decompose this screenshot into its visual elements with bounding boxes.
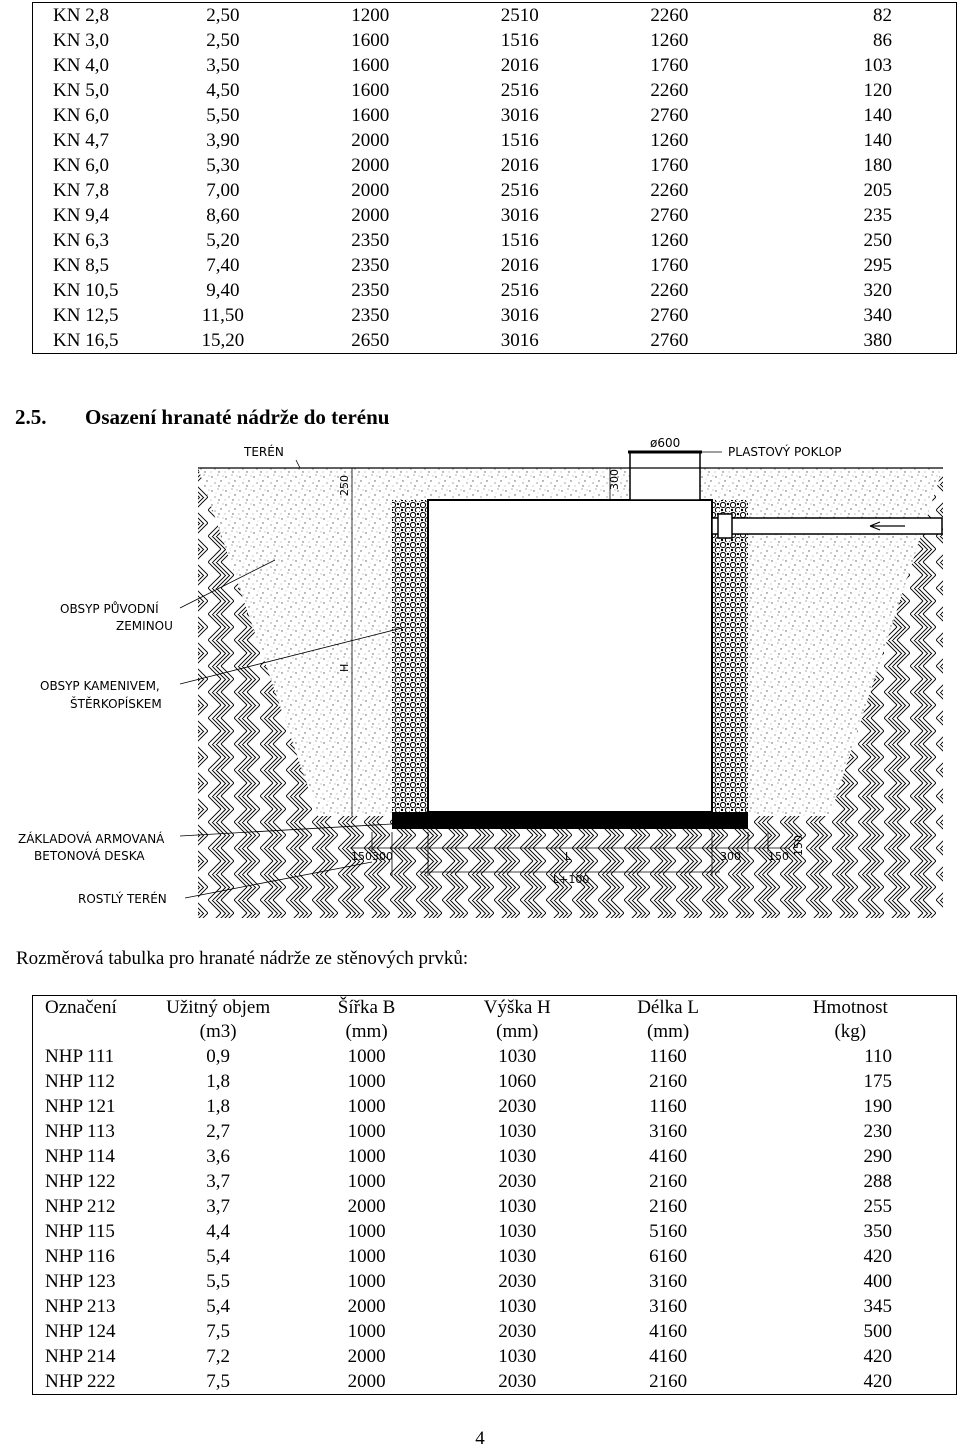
table-cell: 1516 (500, 130, 539, 151)
table-cell: 2760 (650, 105, 689, 126)
table-row (33, 153, 957, 178)
table-row (33, 1144, 957, 1169)
table-cell: 2160 (649, 1171, 688, 1192)
table-cell: 1030 (498, 1121, 537, 1142)
table-cell: KN 6,3 (53, 230, 109, 251)
table-cell: 2510 (500, 5, 539, 26)
table-cell: 1000 (347, 1121, 386, 1142)
table-cell: 2016 (500, 255, 539, 276)
label-backfill-gravel-1: OBSYP KAMENIVEM, (40, 679, 160, 693)
table-cell: 2260 (650, 280, 689, 301)
table-cell: 500 (863, 1321, 892, 1342)
table-cell: 1600 (351, 105, 390, 126)
table-cell: 3,50 (206, 55, 240, 76)
dim-300-right: 300 (720, 850, 741, 863)
table-cell: 140 (863, 105, 892, 126)
section-number: 2.5. (15, 405, 47, 429)
table-cell: 3016 (500, 205, 539, 226)
table-cell: 82 (873, 5, 892, 26)
table-cell: 2,50 (206, 30, 240, 51)
table-cell: 340 (863, 305, 892, 326)
table-cell: 2160 (649, 1071, 688, 1092)
table-cell: KN 10,5 (53, 280, 119, 301)
kn-table-body (33, 3, 957, 354)
table-cell: 345 (863, 1296, 892, 1317)
table-cell: 1600 (351, 30, 390, 51)
table-cell: KN 6,0 (53, 155, 109, 176)
table-cell: 3,7 (206, 1171, 230, 1192)
nhp-dimension-table (32, 995, 957, 1395)
table-cell: 250 (863, 230, 892, 251)
table-cell: KN 5,0 (53, 80, 109, 101)
riser (630, 452, 700, 500)
table-cell: KN 2,8 (53, 5, 109, 26)
table-cell: 2260 (650, 180, 689, 201)
table-cell: 1000 (347, 1271, 386, 1292)
table-cell: 1030 (498, 1296, 537, 1317)
table-cell: 5,5 (206, 1271, 230, 1292)
table-cell: 2000 (351, 205, 390, 226)
table-cell: NHP 214 (45, 1346, 116, 1367)
header-objem: Užitný objem (m3) (166, 997, 271, 1042)
concrete-base-slab (392, 812, 748, 829)
table-cell: NHP 222 (45, 1371, 116, 1392)
table-cell: 2350 (351, 305, 390, 326)
inlet-pipe (712, 518, 942, 534)
table-cell: 1260 (650, 230, 689, 251)
dim-150-side: 150 (792, 835, 805, 856)
label-backfill-gravel-2: ŠTĚRKOPÍSKEM (70, 697, 162, 711)
table-cell: 2260 (650, 5, 689, 26)
table-cell: NHP 213 (45, 1296, 116, 1317)
table-cell: 110 (864, 1046, 892, 1067)
label-teren: TERÉN (244, 445, 284, 459)
table-row (33, 1319, 957, 1344)
table-cell: 350 (863, 1221, 892, 1242)
nhp-table-body (33, 1044, 957, 1395)
table-cell: 2650 (351, 330, 390, 351)
table-cell: 2016 (500, 155, 539, 176)
table-cell: 140 (863, 130, 892, 151)
table-cell: 4160 (649, 1146, 688, 1167)
table-cell: 2260 (650, 80, 689, 101)
header-hmotnost: Hmotnost (kg) (812, 997, 888, 1042)
table-cell: KN 6,0 (53, 105, 109, 126)
table-cell: NHP 123 (45, 1271, 116, 1292)
section-title: Osazení hranaté nádrže do terénu (85, 405, 390, 429)
gravel-backfill-left (392, 500, 428, 816)
table-cell: 235 (863, 205, 892, 226)
table-cell: 1000 (347, 1171, 386, 1192)
table-cell: 1260 (650, 130, 689, 151)
table-cell: 4,50 (206, 80, 240, 101)
dim-250: 250 (338, 475, 351, 496)
table-cell: KN 9,4 (53, 205, 109, 226)
section-heading (15, 405, 389, 430)
table-cell: 3,90 (206, 130, 240, 151)
table-row (33, 103, 957, 128)
table-cell: 1030 (498, 1246, 537, 1267)
table-cell: 2000 (347, 1296, 386, 1317)
table-cell: 1260 (650, 30, 689, 51)
table-cell: 2030 (498, 1096, 537, 1117)
table-cell: 7,40 (206, 255, 240, 276)
table-cell: KN 4,7 (53, 130, 109, 151)
table-cell: NHP 115 (45, 1221, 115, 1242)
header-oznaceni: Označení (45, 997, 117, 1018)
table-cell: NHP 113 (45, 1121, 115, 1142)
table-cell: 2,7 (206, 1121, 230, 1142)
label-backfill-native-1: OBSYP PŮVODNÍ (60, 602, 159, 616)
table-cell: 3016 (500, 330, 539, 351)
header-delka: Délka L (mm) (637, 997, 699, 1042)
table-cell: 2,50 (206, 5, 240, 26)
label-backfill-native-2: ZEMINOU (116, 619, 173, 633)
table-cell: KN 7,8 (53, 180, 109, 201)
table-cell: 1000 (347, 1221, 386, 1242)
dim-l: L (565, 850, 572, 863)
table-cell: 1000 (347, 1146, 386, 1167)
table-cell: 1030 (498, 1221, 537, 1242)
table-cell: 5160 (649, 1221, 688, 1242)
table-cell: 3160 (649, 1296, 688, 1317)
table-cell: 9,40 (206, 280, 240, 301)
table-cell: 2160 (649, 1196, 688, 1217)
table-cell: 1760 (650, 255, 689, 276)
table-cell: 230 (863, 1121, 892, 1142)
table-cell: 2016 (500, 55, 539, 76)
table-cell: NHP 212 (45, 1196, 116, 1217)
table-cell: 1030 (498, 1346, 537, 1367)
table-cell: 1030 (498, 1046, 537, 1067)
table-cell: 1160 (649, 1046, 687, 1067)
table-cell: 2030 (498, 1171, 537, 1192)
table-cell: 255 (863, 1196, 892, 1217)
table-cell: 2000 (347, 1371, 386, 1392)
table-row (33, 53, 957, 78)
label-native-ground: ROSTLÝ TERÉN (78, 892, 167, 906)
dim-h: H (338, 663, 351, 672)
table-cell: NHP 112 (45, 1071, 115, 1092)
table-cell: 175 (863, 1071, 892, 1092)
table-cell: 1600 (351, 80, 390, 101)
table-cell: 2350 (351, 230, 390, 251)
table-cell: 15,20 (201, 330, 245, 351)
table-cell: 320 (863, 280, 892, 301)
table-cell: 1030 (498, 1196, 537, 1217)
dim-150-right: 150 (768, 850, 789, 863)
table-row (33, 1094, 957, 1119)
table-cell: 1030 (498, 1146, 537, 1167)
table-row (33, 303, 957, 328)
table-cell: 3160 (649, 1121, 688, 1142)
table-cell: 3,6 (206, 1146, 230, 1167)
table-cell: KN 16,5 (53, 330, 119, 351)
table-cell: 1000 (347, 1071, 386, 1092)
table-cell: 7,5 (206, 1371, 230, 1392)
table-cell: 2030 (498, 1321, 537, 1342)
table-row (33, 1069, 957, 1094)
table-cell: 7,2 (206, 1346, 230, 1367)
dim-150-left: 150 (351, 850, 372, 863)
table-cell: 5,4 (206, 1246, 230, 1267)
table-cell: 400 (863, 1271, 892, 1292)
table-row (33, 1194, 957, 1219)
table-cell: 2760 (650, 305, 689, 326)
table-cell: 8,60 (206, 205, 240, 226)
table-cell: 11,50 (201, 305, 244, 326)
table-cell: KN 12,5 (53, 305, 119, 326)
table-cell: 2000 (351, 155, 390, 176)
table-cell: 2030 (498, 1371, 537, 1392)
table-cell: 5,50 (206, 105, 240, 126)
table-cell: 2000 (351, 180, 390, 201)
table-cell: NHP 114 (45, 1146, 115, 1167)
table-cell: 1000 (347, 1246, 386, 1267)
table-cell: 2000 (351, 130, 390, 151)
table-cell: 7,5 (206, 1321, 230, 1342)
table-row (33, 1294, 957, 1319)
table-cell: 1760 (650, 55, 689, 76)
table-cell: 2000 (347, 1196, 386, 1217)
table-row (33, 1369, 957, 1395)
table-cell: 1200 (351, 5, 390, 26)
table-cell: 0,9 (206, 1046, 230, 1067)
table-cell: KN 8,5 (53, 255, 109, 276)
table-cell: 2516 (500, 80, 539, 101)
table-cell: NHP 121 (45, 1096, 116, 1117)
tank-body (428, 500, 712, 812)
table-cell: 4,4 (206, 1221, 230, 1242)
table-header-row (33, 996, 957, 1045)
table-row (33, 1244, 957, 1269)
table-row (33, 78, 957, 103)
table-cell: 288 (863, 1171, 892, 1192)
table-row (33, 253, 957, 278)
table-cell: KN 3,0 (53, 30, 109, 51)
table-cell: 1000 (347, 1046, 386, 1067)
header-sirka: Šířka B (mm) (337, 997, 396, 1042)
table-cell: 5,4 (206, 1296, 230, 1317)
table-cell: NHP 111 (45, 1046, 115, 1067)
table-cell: 290 (863, 1146, 892, 1167)
table-cell: 5,30 (206, 155, 240, 176)
table-row (33, 178, 957, 203)
page-number: 4 (475, 1428, 485, 1449)
table-row (33, 1344, 957, 1369)
table-cell: 86 (873, 30, 892, 51)
table-cell: 2516 (500, 180, 539, 201)
table-cell: 205 (863, 180, 892, 201)
table-cell: 2160 (649, 1371, 688, 1392)
header-vyska: Výška H (mm) (483, 997, 551, 1042)
table-cell: 420 (863, 1246, 892, 1267)
table-row (33, 1119, 957, 1144)
table-row (33, 228, 957, 253)
table-cell: 1000 (347, 1096, 386, 1117)
label-plastic-lid: PLASTOVÝ POKLOP (728, 445, 842, 459)
table-row (33, 128, 957, 153)
table-cell: 120 (863, 80, 892, 101)
table-cell: 2000 (347, 1346, 386, 1367)
table-cell: 295 (863, 255, 892, 276)
table-cell: 1516 (500, 230, 539, 251)
table-cell: 4160 (649, 1321, 688, 1342)
kn-dimension-table (32, 2, 957, 354)
table-cell: 420 (863, 1346, 892, 1367)
table-row (33, 3, 957, 29)
dim-l-plus-100: L+100 (553, 873, 590, 886)
table-cell: 5,20 (206, 230, 240, 251)
table-cell: 7,00 (206, 180, 240, 201)
table-cell: 3016 (500, 305, 539, 326)
table-cell: NHP 124 (45, 1321, 116, 1342)
dim-300-top: 300 (608, 469, 621, 490)
table-cell: 3160 (649, 1271, 688, 1292)
table-row (33, 1269, 957, 1294)
table-cell: 3016 (500, 105, 539, 126)
table-row (33, 28, 957, 53)
table-cell: 3,7 (206, 1196, 230, 1217)
table-cell: NHP 122 (45, 1171, 116, 1192)
table-cell: 1160 (649, 1096, 687, 1117)
table-row (33, 203, 957, 228)
table-row (33, 278, 957, 303)
dim-300-left: 300 (372, 850, 393, 863)
table-cell: 380 (863, 330, 892, 351)
table-cell: 1600 (351, 55, 390, 76)
table-cell: 180 (863, 155, 892, 176)
table-cell: NHP 116 (45, 1246, 115, 1267)
table-cell: 103 (863, 55, 892, 76)
table-cell: KN 4,0 (53, 55, 109, 76)
gravel-backfill-right (712, 500, 748, 816)
table-cell: 1516 (500, 30, 539, 51)
table-cell: 2760 (650, 205, 689, 226)
table-cell: 1000 (347, 1321, 386, 1342)
tank-installation-diagram (0, 432, 960, 927)
table-row (33, 328, 957, 354)
table-cell: 190 (863, 1096, 892, 1117)
table-row (33, 1219, 957, 1244)
table-cell: 1760 (650, 155, 689, 176)
table-cell: 4160 (649, 1346, 688, 1367)
table-cell: 6160 (649, 1246, 688, 1267)
table-cell: 420 (863, 1371, 892, 1392)
table-cell: 2350 (351, 255, 390, 276)
table-cell: 2760 (650, 330, 689, 351)
table-row (33, 1044, 957, 1069)
table-cell: 1060 (498, 1071, 537, 1092)
table-cell: 2516 (500, 280, 539, 301)
table-cell: 2350 (351, 280, 390, 301)
table-cell: 1,8 (206, 1096, 230, 1117)
table-caption: Rozměrová tabulka pro hranaté nádrže ze stěnových prvků: (16, 948, 469, 969)
label-base-slab-1: ZÁKLADOVÁ ARMOVANÁ (18, 832, 165, 846)
table-cell: 2030 (498, 1271, 537, 1292)
table-row (33, 1169, 957, 1194)
label-base-slab-2: BETONOVÁ DESKA (34, 849, 145, 863)
label-diameter: ø600 (650, 436, 681, 450)
table-cell: 1,8 (206, 1071, 230, 1092)
